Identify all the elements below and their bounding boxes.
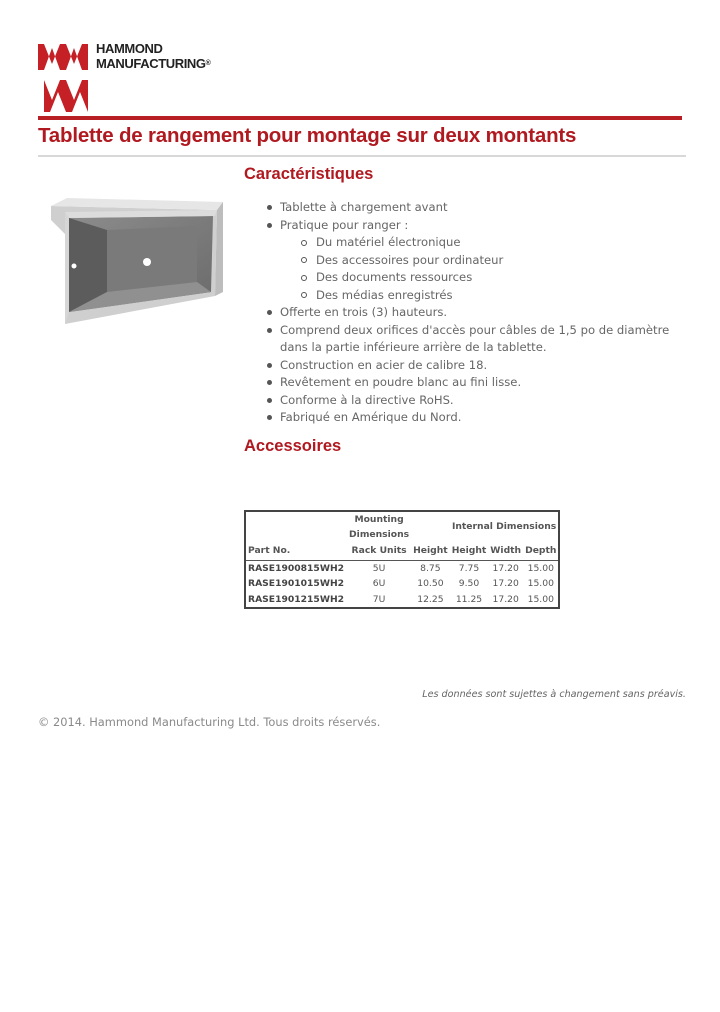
- col-header-depth: Depth: [523, 543, 559, 560]
- table-row: [245, 560, 559, 576]
- col-header-width: Width: [488, 543, 523, 560]
- title-divider: [38, 155, 686, 157]
- storage-item: Des documents ressources: [298, 269, 692, 287]
- table-header-cell: [245, 511, 347, 543]
- width: 17.20: [492, 562, 519, 574]
- table-header-cell: [411, 511, 450, 543]
- internal-dimensions-group-header: Internal Dimensions: [451, 521, 557, 533]
- col-header-height: Height: [411, 543, 450, 560]
- page-title: Tablette de rangement pour montage sur deux montants: [38, 124, 577, 147]
- feature-item: Tablette à chargement avant: [262, 199, 692, 217]
- features-list: [262, 199, 692, 427]
- part-number: RASE1901215WH2: [248, 593, 345, 605]
- depth: 15.00: [527, 593, 554, 605]
- header-rule: [38, 116, 682, 120]
- brand-line-1: HAMMOND: [96, 41, 163, 56]
- height: 8.75: [420, 562, 441, 574]
- storage-sublist: [280, 234, 692, 304]
- col-header-rack-units: Rack Units: [347, 543, 411, 560]
- rack-units: 6U: [372, 578, 386, 589]
- part-number: RASE1900815WH2: [248, 562, 345, 574]
- rack-units: 5U: [372, 562, 386, 574]
- brand-wordmark: [96, 41, 210, 71]
- col-header-part-no: Part No.: [245, 543, 347, 560]
- feature-item: Comprend deux orifices d'accès pour câbles de 1,5 po de diamètre dans la partie inférieure arrière de la tablette.: [262, 322, 692, 357]
- features-heading: Caractéristiques: [244, 165, 374, 183]
- table-row: [245, 576, 559, 592]
- table-row: [245, 592, 559, 609]
- feature-item: Revêtement en poudre blanc au fini lisse.: [262, 374, 692, 392]
- copyright-footer: © 2014. Hammond Manufacturing Ltd. Tous droits réservés.: [38, 715, 381, 729]
- depth: 15.00: [527, 562, 554, 574]
- internal-height: 9.50: [458, 578, 480, 589]
- part-number: RASE1901015WH2: [248, 578, 345, 589]
- accessories-heading: Accessoires: [244, 437, 342, 455]
- registered-mark: ®: [205, 60, 211, 67]
- rack-units: 7U: [372, 593, 386, 605]
- storage-item: Des médias enregistrés: [298, 287, 692, 305]
- internal-height: 11.25: [455, 593, 483, 605]
- height: 12.25: [417, 593, 444, 605]
- feature-item: [262, 217, 692, 305]
- brand-line-2: MANUFACTURING: [96, 56, 206, 71]
- feature-item: Offerte en trois (3) hauteurs.: [262, 304, 692, 322]
- feature-item: Conforme à la directive RoHS.: [262, 392, 692, 410]
- mounting-dimensions-group-header: Mounting Dimensions: [349, 514, 410, 540]
- col-header-internal-height: Height: [450, 543, 489, 560]
- feature-item: Construction en acier de calibre 18.: [262, 357, 692, 375]
- feature-item: Fabriqué en Amérique du Nord.: [262, 409, 692, 427]
- feature-item-label: Pratique pour ranger :: [280, 217, 409, 232]
- dimensions-table: [244, 510, 560, 609]
- internal-height: 7.75: [458, 562, 480, 574]
- product-image-shelf: [47, 196, 233, 328]
- storage-item: Des accessoires pour ordinateur: [298, 252, 692, 270]
- width: 17.20: [492, 593, 519, 605]
- change-notice: Les données sont sujettes à changement sans préavis.: [422, 689, 686, 700]
- storage-item: Du matériel électronique: [298, 234, 692, 252]
- depth: 15.00: [527, 578, 554, 589]
- width: 17.20: [492, 578, 519, 589]
- height: 10.50: [417, 578, 444, 589]
